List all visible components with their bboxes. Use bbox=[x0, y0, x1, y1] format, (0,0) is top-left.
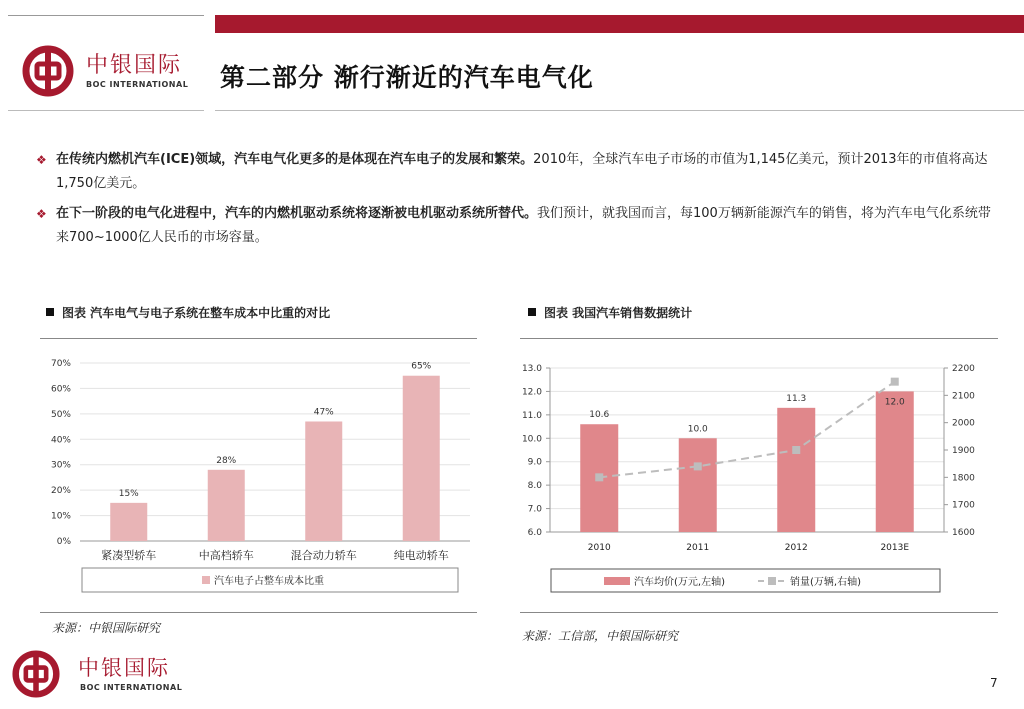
y-right-tick-label: 2000 bbox=[952, 418, 975, 429]
boc-emblem-icon bbox=[22, 45, 74, 97]
bar bbox=[403, 376, 440, 541]
caption-square-icon bbox=[46, 308, 54, 316]
boc-emblem-icon bbox=[12, 650, 60, 698]
bar bbox=[305, 421, 342, 541]
y-tick-label: 70% bbox=[50, 359, 71, 369]
top-logo bbox=[22, 45, 74, 101]
bullet-diamond-icon: ❖ bbox=[36, 153, 47, 167]
right-source-rule bbox=[520, 612, 998, 613]
y-tick-label: 10% bbox=[50, 511, 71, 522]
data-label: 10.6 bbox=[589, 410, 610, 421]
right-source: 来源：工信部，中银国际研究 bbox=[522, 629, 679, 643]
data-label: 11.3 bbox=[786, 393, 807, 404]
car-sales-combo-chart bbox=[518, 345, 1000, 603]
y-left-tick-label: 10.0 bbox=[521, 434, 542, 445]
y-right-tick-label: 1900 bbox=[952, 446, 975, 456]
bullet-diamond-icon: ❖ bbox=[36, 207, 47, 221]
y-left-tick-label: 6.0 bbox=[527, 528, 542, 538]
y-left-tick-label: 12.0 bbox=[521, 387, 542, 398]
top-logo-cn: 中银国际 bbox=[86, 53, 183, 78]
bottom-logo-cn: 中银国际 bbox=[78, 656, 170, 680]
left-source-rule bbox=[40, 612, 477, 613]
y-left-tick-label: 13.0 bbox=[521, 364, 542, 374]
page-title: 第二部分 渐行渐近的汽车电气化 bbox=[220, 63, 594, 92]
x-tick-label: 2010 bbox=[587, 543, 611, 553]
y-tick-label: 60% bbox=[50, 384, 71, 395]
y-left-tick-label: 7.0 bbox=[527, 504, 542, 515]
y-right-tick-label: 1600 bbox=[952, 528, 975, 538]
bullet-2-text: 我们预计，就我国而言，每100万辆新能源汽车的销售，将为汽车电气化系统带来700~1000亿人民币的市场容量。 bbox=[56, 206, 991, 245]
bar bbox=[110, 503, 147, 541]
data-label: 65% bbox=[411, 361, 432, 372]
x-tick-label: 紧凑型轿车 bbox=[101, 549, 157, 562]
x-tick-label: 2013E bbox=[880, 543, 910, 553]
title-rule bbox=[215, 110, 1024, 111]
right-chart-caption: 图表 我国汽车销售数据统计 bbox=[528, 304, 692, 321]
series-line bbox=[599, 382, 895, 478]
y-left-tick-label: 8.0 bbox=[527, 481, 542, 492]
bottom-logo bbox=[12, 650, 60, 702]
line-marker bbox=[595, 473, 603, 481]
legend-swatch bbox=[202, 576, 210, 584]
bar bbox=[679, 438, 717, 532]
data-label: 28% bbox=[216, 455, 237, 466]
legend-label-line: 销量(万辆,右轴) bbox=[790, 577, 861, 588]
x-tick-label: 纯电动轿车 bbox=[393, 549, 449, 562]
data-label: 10.0 bbox=[687, 424, 708, 435]
y-tick-label: 20% bbox=[50, 486, 71, 497]
y-left-tick-label: 11.0 bbox=[521, 410, 542, 421]
y-left-tick-label: 9.0 bbox=[527, 457, 542, 468]
page-number: 7 bbox=[990, 676, 998, 690]
legend-label: 汽车电子占整车成本比重 bbox=[214, 576, 324, 587]
legend-swatch-bars bbox=[604, 577, 630, 585]
data-label: 15% bbox=[118, 488, 139, 499]
bullet-1-text: 2010年，全球汽车电子市场的市值为1,145亿美元，预计2013年的市值将高达1,750亿美元。 bbox=[56, 152, 988, 191]
data-label: 12.0 bbox=[884, 397, 905, 408]
bar bbox=[876, 391, 914, 532]
y-tick-label: 0% bbox=[56, 537, 71, 547]
bar bbox=[777, 408, 815, 532]
bullet-item-2 bbox=[36, 202, 996, 250]
x-tick-label: 2011 bbox=[686, 543, 710, 553]
header-rule-left bbox=[8, 15, 204, 16]
line-marker bbox=[891, 378, 899, 386]
y-tick-label: 30% bbox=[50, 460, 71, 471]
y-right-tick-label: 2100 bbox=[952, 391, 975, 402]
left-caption-rule bbox=[40, 338, 477, 339]
cost-share-bar-chart bbox=[40, 345, 478, 603]
y-tick-label: 40% bbox=[50, 435, 71, 446]
bullet-1-bold: 在传统内燃机汽车(ICE)领域，汽车电气化更多的是体现在汽车电子的发展和繁荣。 bbox=[56, 152, 534, 167]
y-tick-label: 50% bbox=[50, 409, 71, 420]
legend-label-bars: 汽车均价(万元,左轴) bbox=[634, 577, 725, 588]
y-right-tick-label: 1700 bbox=[952, 500, 975, 511]
bullet-2-bold: 在下一阶段的电气化进程中，汽车的内燃机驱动系统将逐渐被电机驱动系统所替代。 bbox=[56, 206, 538, 221]
top-logo-en: BOC INTERNATIONAL bbox=[86, 80, 189, 89]
data-label: 47% bbox=[313, 407, 334, 418]
x-tick-label: 2012 bbox=[784, 543, 808, 553]
x-tick-label: 中高档轿车 bbox=[198, 549, 254, 562]
line-marker bbox=[792, 446, 800, 454]
logo-rule bbox=[8, 110, 204, 111]
left-source: 来源：中银国际研究 bbox=[52, 621, 161, 635]
bar bbox=[208, 470, 245, 541]
line-marker bbox=[694, 462, 702, 470]
y-right-tick-label: 1800 bbox=[952, 473, 975, 484]
x-tick-label: 混合动力轿车 bbox=[290, 549, 357, 562]
bottom-logo-en: BOC INTERNATIONAL bbox=[80, 683, 183, 692]
caption-square-icon bbox=[528, 308, 536, 316]
header-accent-bar bbox=[215, 15, 1024, 33]
y-right-tick-label: 2200 bbox=[952, 364, 975, 374]
legend-swatch-marker bbox=[768, 577, 776, 585]
bullet-list bbox=[36, 148, 996, 256]
bullet-item-1 bbox=[36, 148, 996, 196]
left-chart-caption: 图表 汽车电气与电子系统在整车成本中比重的对比 bbox=[46, 304, 330, 321]
right-caption-rule bbox=[520, 338, 998, 339]
